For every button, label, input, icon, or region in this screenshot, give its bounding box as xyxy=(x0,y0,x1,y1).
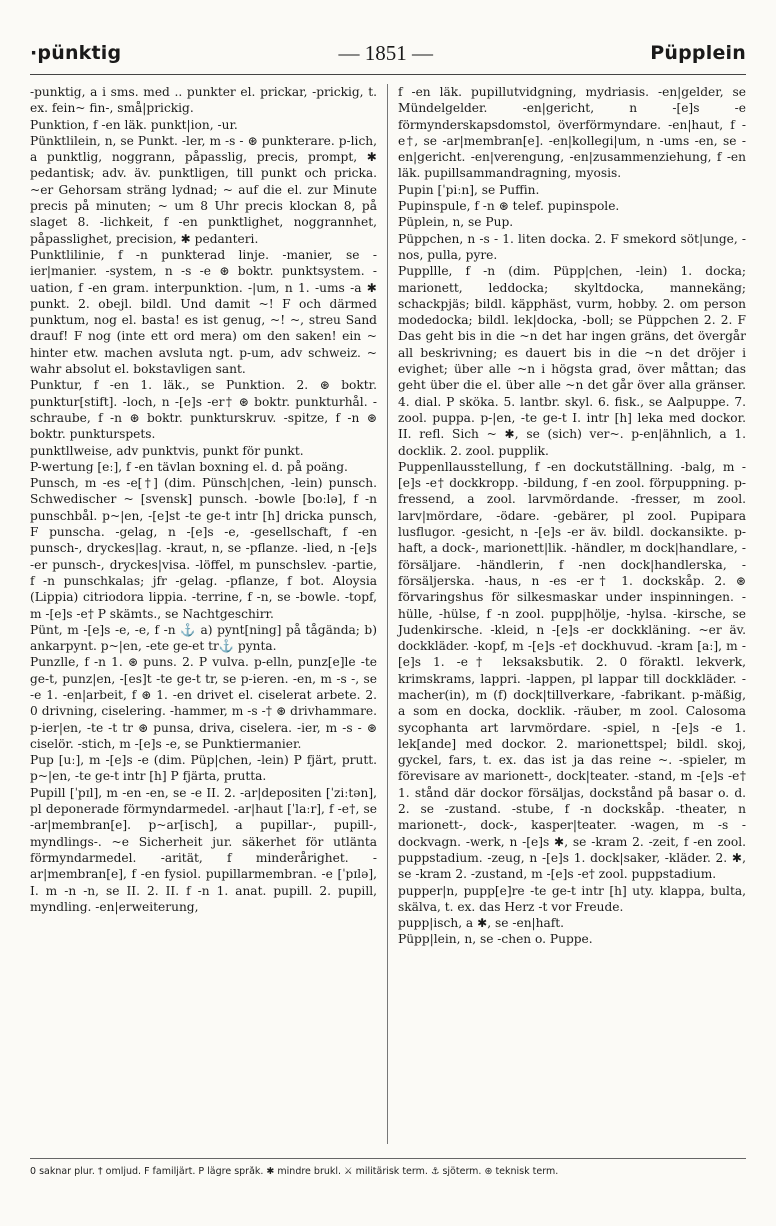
dictionary-entry: Pup [uː], m -[e]s -e (dim. Püp|chen, -lein) P fjärt, prutt. p~|en, -te ge-t intr [h] P fjärta, prutta. xyxy=(30,753,377,784)
left-column xyxy=(30,84,388,1144)
dictionary-entry: Punktur, f -en 1. läk., se Punktion. 2. ⊛ boktr. punktur[stift]. -loch, n -[e]s -er† ⊛ boktr. punkturhål. -schraube, f -n ⊛ boktr. punkturskruv. -spitze, f -n ⊛ boktr. punkturspets. xyxy=(30,378,377,442)
dictionary-entry: Pünt, m -[e]s -e, -e, f -n ⚓ a) pynt[ning] på tågända; b) ankarpynt. p~|en, -ete ge-et tr⚓ pynta. xyxy=(30,622,377,654)
left-headword: ·pünktig xyxy=(30,42,122,64)
dictionary-entry: P-wertung [eː], f -en tävlan boxning el. d. på poäng. xyxy=(30,459,348,474)
dictionary-entry: Pupin [ˈpiːn], se Puffin. xyxy=(398,182,540,197)
dictionary-entry: pupper|n, pupp[e]re -te ge-t intr [h] uty. klappa, bulta, skälva, t. ex. das Herz -t vor Freude. xyxy=(398,883,746,914)
dictionary-columns xyxy=(30,84,746,1144)
right-column xyxy=(388,84,746,1144)
right-headword: Püpplein xyxy=(650,42,746,64)
dictionary-entry: Punktion, f -en läk. punkt|ion, -ur. xyxy=(30,117,238,132)
page-number: — 1851 — xyxy=(338,40,434,65)
dictionary-entry: Puppllle, f -n (dim. Püpp|chen, -lein) 1. docka; marionett, leddocka; skyltdocka, mannekäng; schackpjäs; bildl. käpphäst, vurm, hobby. 2. om person modedocka; bildl. lek|docka, -boll; se Püppchen 2. 2. F Das geht bis in die ~n det har ingen gräns, det övergår all beskrivning; es dauert bis in die ~n det dröjer i evighet; über alle ~n i högsta grad, över måttan; das geht über die el. über alle ~n det går över alla gränser. 4. dial. P sköka. 5. lantbr. skyl. 6. fisk., se Aalpuppe. 7. zool. puppa. p-|en, -te ge-t I. intr [h] leka med dockor. II. refl. Sich ~ ✱, se (sich) ver~. p-en|ähnlich, a 1. docklik. 2. zool. pupplik. xyxy=(398,264,746,458)
dictionary-entry: Punktlilinie, f -n punkterad linje. -manier, se -ier|manier. -system, n -s -e ⊛ boktr. punktsystem. -uation, f -en gram. interpunktion. -|um, n 1. -ums -a ✱ punkt. 2. obejl. bildl. Und damit ~! F och därmed punktum, nog el. basta! es ist genug, ~! ~, streu Sand drauf! F nog (inte ett ord mera) om den saken! ein ~ hinter etw. machen avsluta ngt. p-um, adv schweiz. ~ wahr absolut el. bokstavligen sant. xyxy=(30,247,377,377)
dictionary-entry: Püpp|lein, n, se -chen o. Puppe. xyxy=(398,932,593,947)
dictionary-entry: Püplein, n, se Pup. xyxy=(398,215,514,230)
page-header xyxy=(30,36,746,70)
dictionary-entry: Puppenllausstellung, f -en dockutställning. -balg, m -[e]s -e† dockkropp. -bildung, f -en zool. förpuppning. p-fressend, a zool. larvmördande. -fresser, m zool. larv|mördare, -ödare. -gebärer, pl zool. Pupipara lusflugor. -gesicht, n -[e]s -er äv. bildl. dockansikte. p-haft, a dock-, marionett|lik. -händler, m dock|handlare, -försäljare. -händlerin, f -nen dock|handlerska, -försäljerska. -haus, n -es -er† 1. dockskåp. 2. ⊛ förvaringshus för silkesmaskar under inspinningen. -hülle, -hülse, f -n zool. pupp|hölje, -hylsa. -kirsche, se Judenkirsche. -kleid, n -[e]s -er dockkläning. ~er äv. dockkläder. -kopf, m -[e]s -e† dockhuvud. -kram [aː], m -[e]s 1. -e† leksaksbutik. 2. 0 föraktl. lekverk, krimskrams, lappri. -lappen, pl lappar till dockkläder. -macher(in), m (f) dock|tillverkare, -fabrikant. p-mäßig, a som en docka, docklik. -räuber, m zool. Calosoma sycophanta art larvmördare. -spiel, n -[e]s -e 1. lek[ande] med dockor. 2. marionettspel; bildl. skoj, gyckel, fars, t. ex. das ist ja das reine ~. -spieler, m förevisare av marionett-, dock|teater. -stand, m -[e]s -e† 1. stånd där dockor försäljas, dockstånd på basar o. d. 2. se -zustand. -stube, f -n dockskåp. -theater, n marionett-, dock-, kasper|teater. -wagen, m -s - dockvagn. -werk, n -[e]s ✱, se -kram 2. -zeit, f -en zool. puppstadium. -zeug, n -[e]s 1. dock|saker, -kläder. 2. ✱, se -kram 2. -zustand, m -[e]s -e† zool. puppstadium. xyxy=(398,459,746,882)
dictionary-entry: Punzlle, f -n 1. ⊛ puns. 2. P vulva. p-elln, punz[e]le -te ge-t, punz|en, -[es]t -te ge-t tr, se p-ieren. -en, m -s -, se -e 1. -en|arbeit, f ⊛ 1. -en drivet el. ciselerat arbete. 2. 0 drivning, ciselering. -hammer, m -s -† ⊛ drivhammare. p-ier|en, -te -t tr ⊛ punsa, driva, ciselera. -ier, m -s - ⊛ ciselör. -stich, m -[e]s -e, se Punktiermanier. xyxy=(30,655,377,751)
dictionary-entry: punktllweise, adv punktvis, punkt för punkt. xyxy=(30,443,304,458)
footer-rule xyxy=(30,1158,746,1159)
dictionary-entry: Püppchen, n -s - 1. liten docka. 2. F smekord söt|unge, -nos, pulla, pyre. xyxy=(398,231,746,262)
dictionary-entry: pupp|isch, a ✱, se -en|haft. xyxy=(398,916,565,931)
dictionary-entry: Punsch, m -es -e[†] (dim. Pünsch|chen, -lein) punsch. Schwedischer ~ [svensk] punsch. -bowle [boːlə], f -n punschbål. p~|en, -[e]st -te ge-t intr [h] dricka punsch, F punscha. -gelag, n -[e]s -e, -gesellschaft, f -en punsch-, dryckes|lag. -kraut, n, se -pflanze. -lied, n -[e]s -er punsch-, dryckes|visa. -löffel, m punschslev. -partie, f -n punschkalas; jfr -gelag. -pflanze, f bot. Aloysia (Lippia) citriodora lippia. -terrine, f -n, se -bowle. -topf, m -[e]s -e† P skämts., se Nachtgeschirr. xyxy=(30,476,377,621)
dictionary-entry: Pupill [ˈpɪl], m -en -en, se -e II. 2. -ar|depositen [ˈziːtən], pl deponerade förmyndarmedel. -ar|haut [ˈlaːr], f -e†, se -ar|membran[e]. p~ar[isch], a pupillar-, pupill-, myndlings-. ~e Sicherheit jur. säkerhet för utlänta förmyndarmedel. -arität, f minderårighet. -ar|membran[e], f -en fysiol. pupillarmembran. -e [ˈpɪlə], I. m -n -n, se II. 2. II. f -n 1. anat. pupill. 2. pupill, myndling. -en|erweiterung, xyxy=(30,785,377,914)
header-rule xyxy=(30,74,746,75)
abbreviation-legend: 0 saknar plur. † omljud. F familjärt. P lägre språk. ✱ mindre brukl. ⚔ militärisk term. ⚓ sjöterm. ⊛ teknisk term. xyxy=(30,1166,559,1177)
dictionary-entry: Pünktlilein, n, se Punkt. -ler, m -s - ⊛ punkterare. p-lich, a punktlig, noggrann, påpasslig, precis, prompt, ✱ pedantisk; adv. äv. punktligen, till punkt och pricka. ~er Gehorsam sträng lydnad; ~ auf die el. zur Minute precis på minuten; ~ um 8 Uhr precis klockan 8, på slaget 8. -lichkeit, f -en punktlighet, noggrannhet, påpasslighet, precision, ✱ pedanteri. xyxy=(30,133,377,246)
dictionary-entry: -punktig, a i sms. med .. punkter el. prickar, -prickig, t. ex. fein~ fin-, små|prickig. xyxy=(30,85,377,116)
dictionary-entry: f -en läk. pupillutvidgning, mydriasis. -en|gelder, se Mündelgelder. -en|gericht, n -[e]s -e förmynderskapsdomstol, överförmyndare. -en|haut, f -e†, se -ar|membran[e]. -en|kollegi|um, n -ums -en, se -en|gericht. -en|verengung, -en|zusammenziehung, f -en läk. pupillsammandragning, myosis. xyxy=(398,85,746,181)
dictionary-entry: Pupinspule, f -n ⊛ telef. pupinspole. xyxy=(398,199,620,214)
